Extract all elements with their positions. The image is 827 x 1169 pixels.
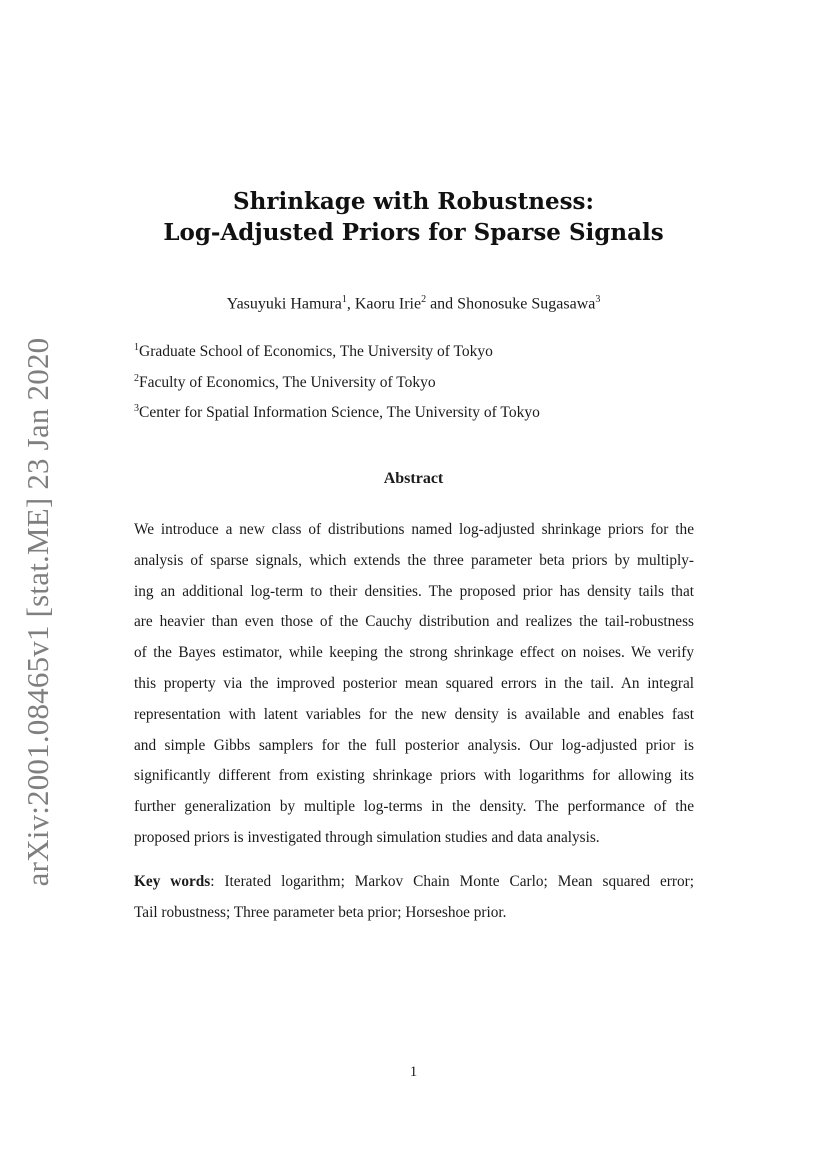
affiliation-mark: 1: [134, 342, 139, 353]
affiliation-1: [134, 342, 493, 361]
abstract-line: of the Bayes estimator, while keeping the strong shrinkage effect on noises. We verify: [134, 644, 694, 662]
author-separator: and: [426, 295, 458, 313]
keywords-label: Key words: [134, 873, 211, 890]
keywords-block: [134, 866, 694, 928]
keywords-line: Tail robustness; Three parameter beta prior; Horseshoe prior.: [134, 904, 507, 921]
author-affil-mark: 1: [341, 294, 347, 305]
abstract-line: analysis of sparse signals, which extends the three parameter beta priors by multiply-: [134, 551, 694, 569]
title-line-2: Log-Adjusted Priors for Sparse Signals: [163, 219, 664, 246]
paper-title: [0, 186, 827, 248]
affiliation-2: [134, 373, 436, 392]
abstract-line: further generalization by multiple log-terms in the density. The performance of the: [134, 798, 694, 816]
abstract-body: [134, 515, 694, 854]
affiliation-3: [134, 403, 540, 422]
author-name: Kaoru Irie: [354, 295, 422, 313]
page-number: 1: [409, 1064, 418, 1080]
author-affil-mark: 3: [595, 294, 601, 305]
abstract-line: and simple Gibbs samplers for the full posterior analysis. Our log-adjusted prior is: [134, 736, 694, 754]
author-affil-mark: 2: [421, 294, 427, 305]
abstract-line: are heavier than even those of the Cauchy distribution and realizes the tail-robustness: [134, 613, 694, 631]
author-name: Yasuyuki Hamura: [226, 295, 342, 313]
affiliation-text: Graduate School of Economics, The University of Tokyo: [139, 343, 493, 361]
affiliation-text: Faculty of Economics, The University of Tokyo: [139, 374, 436, 392]
title-line-1: Shrinkage with Robustness:: [233, 188, 594, 215]
abstract-line: We introduce a new class of distributions named log-adjusted shrinkage priors for the: [134, 521, 694, 538]
affiliation-mark: 3: [134, 403, 139, 414]
abstract-line: proposed priors is investigated through simulation studies and data analysis.: [134, 828, 600, 846]
arxiv-watermark: arXiv:2001.08465v1 [stat.ME] 23 Jan 2020: [20, 337, 55, 887]
affiliation-text: Center for Spatial Information Science, The University of Tokyo: [139, 404, 540, 422]
abstract-line: this property via the improved posterior mean squared errors in the tail. An integral: [134, 674, 694, 692]
author-name: Shonosuke Sugasawa: [457, 295, 596, 313]
keywords-line: [134, 866, 694, 897]
abstract-line: significantly different from existing shrinkage priors with logarithms for allowing its: [134, 767, 694, 785]
keywords-separator: :: [210, 873, 215, 890]
keywords-text: Iterated logarithm; Markov Chain Monte Carlo; Mean squared error;: [224, 873, 694, 890]
abstract-line: ing an additional log-term to their densities. The proposed prior has density tails that: [134, 582, 694, 600]
author-list: [0, 294, 827, 313]
author-separator: ,: [346, 295, 355, 313]
abstract-heading: Abstract: [383, 470, 444, 487]
affiliation-mark: 2: [134, 373, 139, 384]
abstract-line: representation with latent variables for the new density is available and enables fast: [134, 705, 694, 723]
